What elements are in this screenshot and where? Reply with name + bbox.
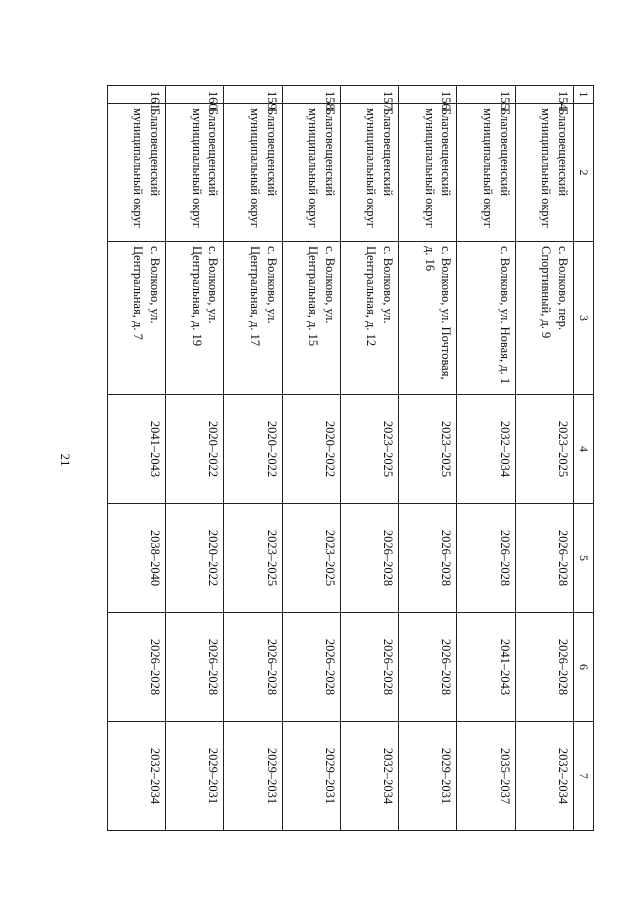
period-col-4: 2020–2022 xyxy=(166,395,224,504)
table-rotated xyxy=(107,85,594,830)
period-col-5: 2020–2022 xyxy=(166,504,224,613)
header-col-2: 2 xyxy=(574,104,594,242)
table-row xyxy=(108,86,166,831)
period-col-6: 2026–2028 xyxy=(282,613,340,722)
header-col-4: 4 xyxy=(574,395,594,504)
rotated-table-container xyxy=(107,85,594,830)
table-row xyxy=(166,86,224,831)
period-col-4: 2023–2025 xyxy=(399,395,457,504)
address-cell: с. Волково, ул. Новая, д. 1 xyxy=(457,242,515,395)
period-col-5: 2026–2028 xyxy=(399,504,457,613)
header-col-5: 5 xyxy=(574,504,594,613)
period-col-7: 2029–2031 xyxy=(166,722,224,831)
period-col-6: 2026–2028 xyxy=(224,613,282,722)
row-number: 160 xyxy=(166,86,224,104)
table-row xyxy=(515,86,573,831)
period-col-4: 2032–2034 xyxy=(457,395,515,504)
district-cell: Благовещенский муниципальный округ xyxy=(108,104,166,242)
period-col-7: 2029–2031 xyxy=(399,722,457,831)
period-col-6: 2026–2028 xyxy=(515,613,573,722)
address-cell: с. Волково, ул. Почтовая, д. 16 xyxy=(399,242,457,395)
row-number: 156 xyxy=(399,86,457,104)
address-cell: с. Волково, ул. Центральная, д. 15 xyxy=(282,242,340,395)
address-cell: с. Волково, ул. Центральная, д. 7 xyxy=(108,242,166,395)
row-number: 157 xyxy=(341,86,399,104)
period-col-5: 2026–2028 xyxy=(341,504,399,613)
table-row xyxy=(341,86,399,831)
period-col-6: 2026–2028 xyxy=(108,613,166,722)
period-col-7: 2029–2031 xyxy=(282,722,340,831)
district-cell: Благовещенский муниципальный округ xyxy=(341,104,399,242)
period-col-4: 2020–2022 xyxy=(224,395,282,504)
page-number: 21 xyxy=(58,453,73,467)
header-col-7: 7 xyxy=(574,722,594,831)
address-cell: с. Волково, пер. Спортивный, д. 9 xyxy=(515,242,573,395)
period-col-6: 2041–2043 xyxy=(457,613,515,722)
row-number: 161 xyxy=(108,86,166,104)
period-col-6: 2026–2028 xyxy=(399,613,457,722)
district-cell: Благовещенский муниципальный округ xyxy=(399,104,457,242)
period-col-4: 2020–2022 xyxy=(282,395,340,504)
period-col-5: 2023–2025 xyxy=(282,504,340,613)
period-col-4: 2041–2043 xyxy=(108,395,166,504)
period-col-6: 2026–2028 xyxy=(341,613,399,722)
period-col-7: 2029–2031 xyxy=(224,722,282,831)
row-number: 158 xyxy=(282,86,340,104)
row-number: 159 xyxy=(224,86,282,104)
period-col-6: 2026–2028 xyxy=(166,613,224,722)
period-col-5: 2026–2028 xyxy=(457,504,515,613)
period-col-5: 2023–2025 xyxy=(224,504,282,613)
period-col-5: 2038–2040 xyxy=(108,504,166,613)
district-cell: Благовещенский муниципальный округ xyxy=(224,104,282,242)
table-row xyxy=(399,86,457,831)
table-row xyxy=(282,86,340,831)
period-col-7: 2032–2034 xyxy=(108,722,166,831)
address-cell: с. Волково, ул. Центральная, д. 17 xyxy=(224,242,282,395)
period-col-7: 2032–2034 xyxy=(515,722,573,831)
district-cell: Благовещенский муниципальный округ xyxy=(457,104,515,242)
header-col-1: 1 xyxy=(574,86,594,104)
table-row xyxy=(457,86,515,831)
district-cell: Благовещенский муниципальный округ xyxy=(166,104,224,242)
period-col-5: 2026–2028 xyxy=(515,504,573,613)
table-header-row xyxy=(574,86,594,831)
period-col-7: 2032–2034 xyxy=(341,722,399,831)
schedule-table xyxy=(107,85,594,831)
header-col-3: 3 xyxy=(574,242,594,395)
district-cell: Благовещенский муниципальный округ xyxy=(515,104,573,242)
header-col-6: 6 xyxy=(574,613,594,722)
period-col-4: 2023–2025 xyxy=(515,395,573,504)
period-col-7: 2035–2037 xyxy=(457,722,515,831)
district-cell: Благовещенский муниципальный округ xyxy=(282,104,340,242)
address-cell: с. Волково, ул. Центральная, д. 19 xyxy=(166,242,224,395)
address-cell: с. Волково, ул. Центральная, д. 12 xyxy=(341,242,399,395)
period-col-4: 2023–2025 xyxy=(341,395,399,504)
row-number: 154 xyxy=(515,86,573,104)
row-number: 155 xyxy=(457,86,515,104)
table-row xyxy=(224,86,282,831)
